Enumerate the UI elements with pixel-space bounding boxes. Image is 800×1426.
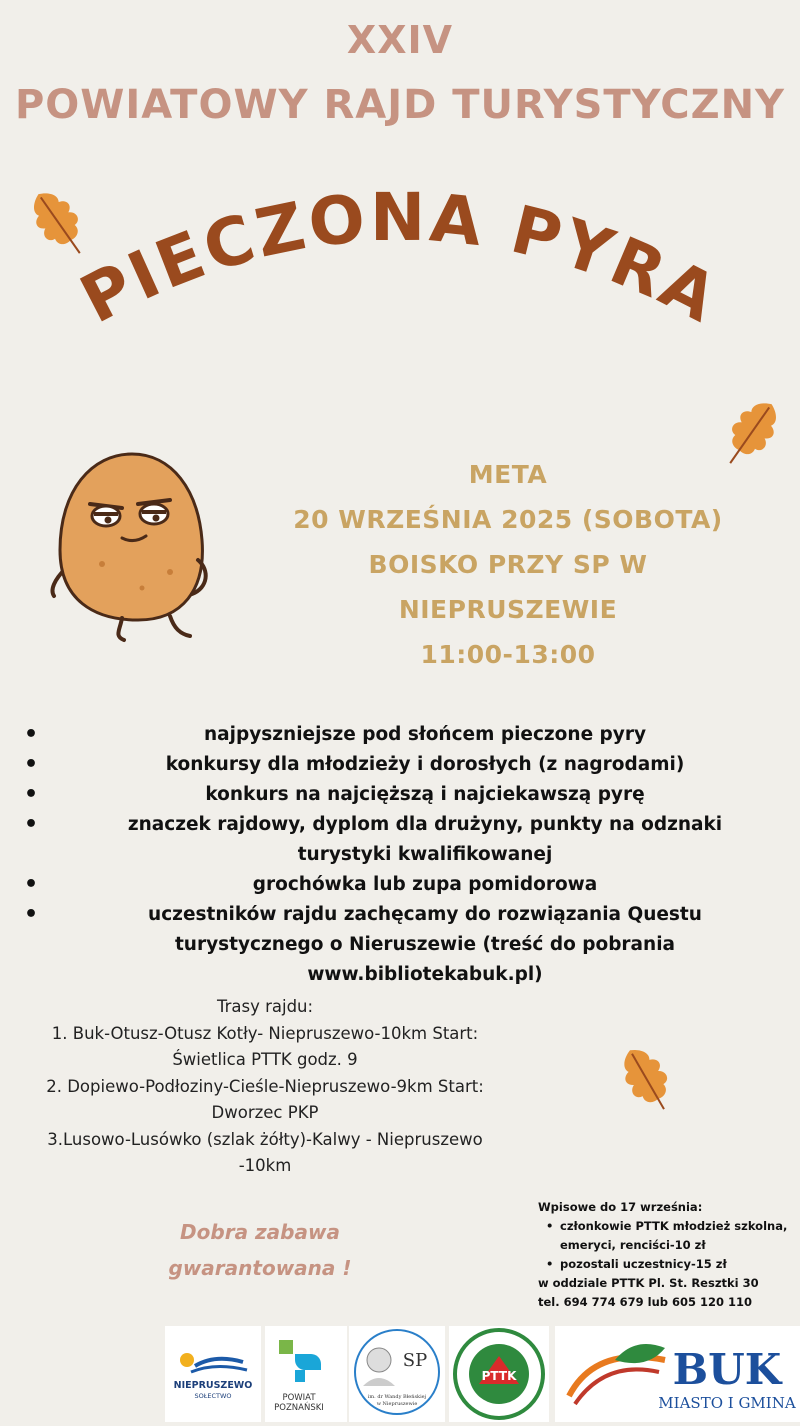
oak-leaf-icon	[618, 1040, 674, 1116]
list-item: • konkurs na najcięższą i najciekawszą pyrę	[24, 782, 645, 807]
list-item: • znaczek rajdowy, dyplom dla drużyny, punkty na odznaki turystyki kwalifikowanej	[24, 812, 723, 865]
svg-text:SOŁECTWO: SOŁECTWO	[194, 1392, 232, 1400]
rally-name: POWIATOWY RAJD TURYSTYCZNY	[14, 82, 786, 128]
closing-slogan: Dobra zabawa gwarantowana !	[168, 1220, 352, 1280]
fees-title: Wpisowe do 17 września:	[538, 1200, 703, 1214]
fees-office: w oddziale PTTK Pl. St. Resztki 30	[538, 1276, 759, 1290]
event-time: 11:00-13:00	[420, 640, 596, 669]
route-line: 1. Buk-Otusz-Otusz Kotły- Niepruszewo-10km Start:	[51, 1023, 479, 1043]
pttk-emblem-icon	[449, 1326, 549, 1422]
list-item: • grochówka lub zupa pomidorowa	[24, 872, 598, 897]
fees-phone: tel. 694 774 679 lub 605 120 110	[538, 1295, 753, 1309]
svg-text:POZNAŃSKI: POZNAŃSKI	[274, 1403, 324, 1413]
svg-text:PIECZONA PYRA	[69, 180, 732, 338]
svg-text:BUK: BUK	[672, 1345, 782, 1394]
svg-text:POWIAT: POWIAT	[282, 1393, 316, 1403]
event-date: 20 WRZEŚNIA 2025 (SOBOTA)	[293, 505, 723, 534]
route-line: 2. Dopiewo-Podłoziny-Cieśle-Niepruszewo-9km Start:	[46, 1076, 484, 1096]
svg-text:SP: SP	[402, 1350, 428, 1371]
fee-item: • członkowie PTTK młodzież szkolna, emeryci, renciści-10 zł	[538, 1217, 788, 1255]
buk-leaf-icon	[555, 1326, 800, 1422]
powiat-logo	[265, 1326, 347, 1422]
route-line: Świetlica PTTK godz. 9	[172, 1050, 358, 1069]
meta-label: META	[468, 460, 548, 489]
edition-number: XXIV	[346, 18, 454, 62]
potato-mascot-icon	[42, 430, 212, 650]
school-logo	[349, 1326, 445, 1422]
svg-text:im. dr Wandy Błeńskiej: im. dr Wandy Błeńskiej	[367, 1394, 427, 1400]
svg-text:NIEPRUSZEWO: NIEPRUSZEWO	[173, 1380, 253, 1391]
attractions-list	[20, 720, 780, 990]
route-line: Dworzec PKP	[211, 1103, 319, 1122]
route-line: 3.Lusowo-Lusówko (szlak żółty)-Kalwy - Niepruszewo	[47, 1129, 483, 1149]
svg-text:MIASTO I GMINA: MIASTO I GMINA	[658, 1394, 796, 1412]
niepruszewo-logo	[165, 1326, 261, 1422]
buk-logo	[555, 1326, 800, 1422]
list-item: • najpyszniejsze pod słońcem pieczone pyry	[24, 722, 647, 747]
fees-info	[538, 1198, 788, 1312]
event-title-text: PIECZONA PYRA	[68, 180, 732, 339]
list-item: • uczestników rajdu zachęcamy do rozwiązania Questu turystycznego o Nieruszewie (treść do pobrania www.bibliotekabuk.pl)	[24, 902, 702, 985]
event-place: BOISKO PRZY SP W NIEPRUSZEWIE	[368, 550, 648, 624]
svg-text:PTTK: PTTK	[481, 1369, 517, 1383]
route-line: -10km	[238, 1156, 292, 1175]
sun-wave-icon	[165, 1326, 261, 1422]
fee-item: • pozostali uczestnicy-15 zł	[538, 1255, 788, 1274]
svg-text:w Niepruszewie: w Niepruszewie	[376, 1401, 418, 1407]
list-item: • konkursy dla młodzieży i dorosłych (z nagrodami)	[24, 752, 685, 777]
routes-section	[30, 994, 500, 1180]
school-portrait-icon	[349, 1326, 445, 1422]
event-title	[40, 180, 760, 380]
routes-title: Trasy rajdu:	[216, 997, 314, 1016]
pttk-logo	[449, 1326, 549, 1422]
event-info	[268, 452, 748, 677]
powiat-mark-icon	[265, 1326, 347, 1422]
sponsor-logos	[165, 1326, 800, 1422]
